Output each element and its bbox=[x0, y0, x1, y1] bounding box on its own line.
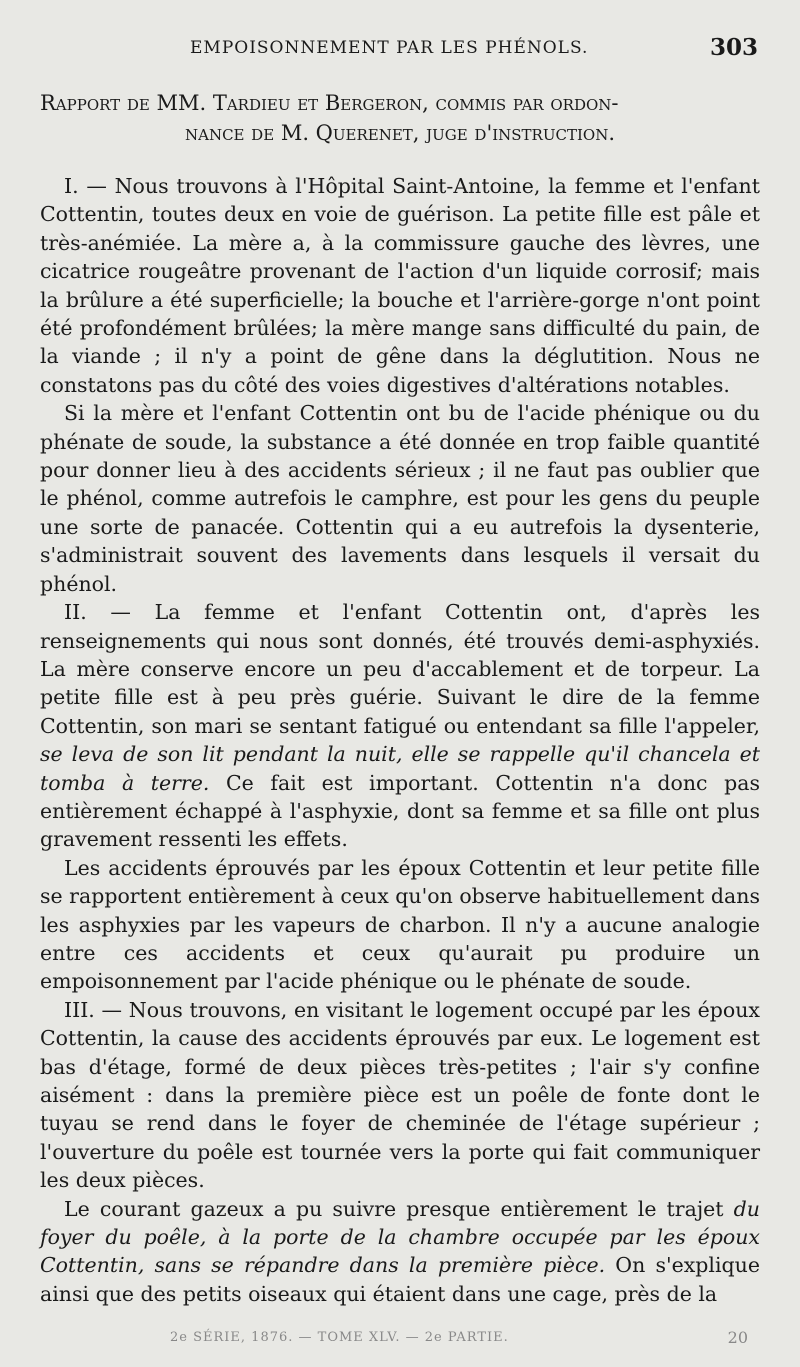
paragraph-text: II. — La femme et l'enfant Cottentin ont, d'après les renseignements qui nous sont donnés, été trouvés demi-asphyxiés. La mère conserve encore un peu d'accablement et de torpeur. La petite fille est à peu près guérie. Suivant le dire de la femme Cottentin, son mari se sentant fatigué ou entendant sa fille l'appeler, bbox=[40, 600, 760, 738]
page-number: 303 bbox=[709, 34, 758, 61]
paragraph-p2 bbox=[40, 399, 760, 598]
report-title-line-2: nance de M. Querenet, juge d'instruction. bbox=[184, 121, 615, 145]
paragraph-p1 bbox=[40, 172, 760, 399]
paragraph-p3 bbox=[40, 598, 760, 854]
paragraph-p4 bbox=[40, 854, 760, 996]
paragraph-text: I. — Nous trouvons à l'Hôpital Saint-Antoine, la femme et l'enfant Cottentin, toutes deux en voie de guérison. La petite fille est pâle et très-anémiée. La mère a, à la commissure gauche des lèvres, une cicatrice rougeâtre provenant de l'action d'un liquide corrosif; mais la brûlure a été superficielle; la bouche et l'arrière-gorge n'ont point été profondément brûlées; la mère mange sans difficulté du pain, de la viande ; il n'y a point de gêne dans la déglutition. Nous ne constatons pas du côté des voies digestives d'altérations notables. bbox=[40, 174, 760, 397]
paragraph-text: Les accidents éprouvés par les époux Cottentin et leur petite fille se rapportent entièrement à ceux qu'on observe habituellement dans les asphyxies par les vapeurs de charbon. Il n'y a aucune analogie entre ces accidents et ceux qu'aurait pu produire un empoisonnement par l'acide phénique ou le phénate de soude. bbox=[40, 855, 760, 994]
paragraph-text: Le courant gazeux a pu suivre presque entièrement le trajet bbox=[64, 1196, 734, 1221]
paragraph-text: Ce fait est important. Cottentin n'a donc pas entièrement échappé à l'asphyxie, dont sa femme et sa fille ont plus gravement ressenti les effets. bbox=[40, 770, 760, 852]
paragraph-text: On s'explique ainsi que des petits oiseaux qui étaient dans une cage, près de la bbox=[40, 1253, 760, 1306]
paragraph-p5 bbox=[40, 996, 760, 1195]
running-head bbox=[40, 34, 760, 66]
report-title bbox=[40, 88, 760, 148]
paragraph-text: III. — Nous trouvons, en visitant le logement occupé par les époux Cottentin, la cause des accidents éprouvés par eux. Le logement est bas d'étage, formé de deux pièces très-petites ; l'air s'y confine aisément : dans la première pièce est un poêle de fonte dont le tuyau se rend dans le foyer de cheminée de l'étage supérieur ; l'ouverture du poêle est tournée vers la porte qui fait communiquer les deux pièces. bbox=[40, 997, 760, 1193]
running-title: EMPOISONNEMENT PAR LES PHÉNOLS. bbox=[190, 38, 589, 58]
paragraph-text: se leva de son lit pendant la nuit, elle se rappelle qu'il chancela et tomba à terre. bbox=[40, 742, 760, 795]
page-footer bbox=[40, 1326, 760, 1352]
signature-mark: 2e SÉRIE, 1876. — TOME XLV. — 2e PARTIE. bbox=[170, 1330, 509, 1345]
body-text bbox=[40, 172, 760, 1308]
report-title-line-1: Rapport de MM. Tardieu et Bergeron, commis par ordon- bbox=[40, 91, 619, 115]
paragraph-p6 bbox=[40, 1195, 760, 1309]
paragraph-text: du foyer du poêle, à la porte de la chambre occupée par les époux Cottentin, sans se répandre dans la première pièce. bbox=[40, 1196, 760, 1278]
sheet-number: 20 bbox=[727, 1328, 748, 1347]
paragraph-text: Si la mère et l'enfant Cottentin ont bu de l'acide phénique ou du phénate de soude, la substance a été donnée en trop faible quantité pour donner lieu à des accidents sérieux ; il ne faut pas oublier que le phénol, comme autrefois le camphre, est pour les gens du peuple une sorte de panacée. Cottentin qui a eu autrefois la dysenterie, s'administrait souvent des lavements dans lesquels il versait du phénol. bbox=[40, 401, 760, 596]
